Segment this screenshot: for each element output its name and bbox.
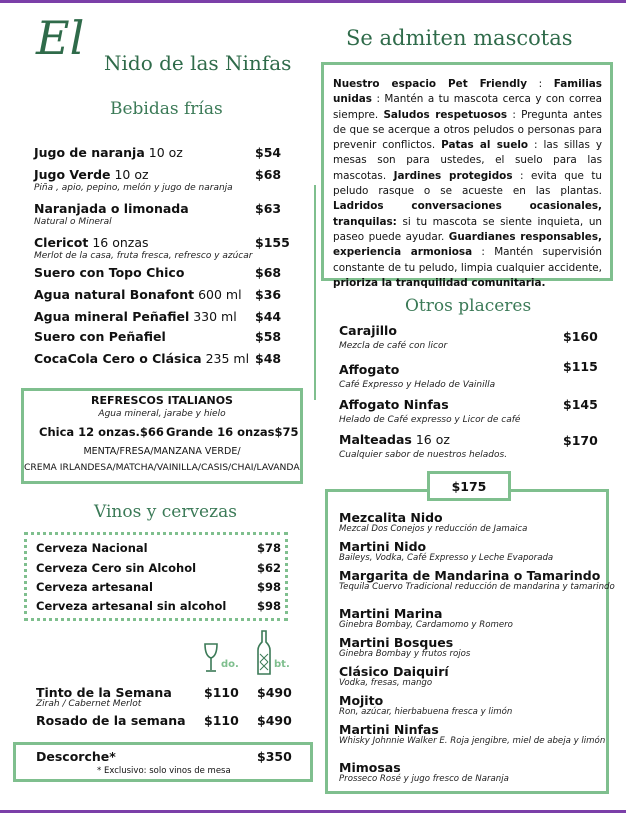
pleasure-name — [339, 397, 449, 412]
pet-rule-title: Ladridos conversaciones ocasionales, tranquilas: — [333, 200, 602, 228]
wine-bottle-price: $490 — [257, 713, 292, 728]
beer-name: Cerveza artesanal — [36, 580, 153, 594]
italian-size-large: Grande 16 onzas$75 — [166, 425, 299, 439]
cold-drink-name — [34, 351, 249, 366]
pets-title: Se admiten mascotas — [346, 26, 573, 50]
pet-rule-text: si tu mascota se siente inquieta, un paseo puede ayudar. — [333, 215, 602, 243]
cold-drink-price: $155 — [255, 235, 290, 250]
pet-rule-title: Saludos respetuosos — [383, 108, 508, 121]
pleasure-desc: Helado de Café expresso y Licor de café — [339, 415, 521, 425]
wine-name: Tinto de la Semana — [36, 685, 172, 700]
cocktail-price-badge — [427, 471, 511, 501]
corkage-price: $350 — [257, 749, 292, 764]
cold-drink-label: Agua natural Bonafont — [34, 287, 195, 302]
cold-drink-price: $58 — [255, 329, 282, 344]
cocktail-name: Mojito — [339, 693, 384, 708]
cold-drink-size: 330 ml — [189, 309, 237, 324]
wine-glass-price: $110 — [204, 685, 239, 700]
pleasure-label: Affogato Ninfas — [339, 397, 449, 412]
cold-drink-price: $68 — [255, 265, 282, 280]
corkage-name: Descorche* — [36, 749, 116, 764]
cold-drink-name — [34, 309, 237, 324]
cold-drink-size: 600 ml — [194, 287, 242, 302]
pleasure-label: Carajillo — [339, 323, 397, 338]
corkage-note: * Exclusivo: solo vinos de mesa — [97, 766, 231, 776]
cocktail-desc: Mezcal Dos Conejos y reducción de Jamaica — [339, 524, 528, 534]
cocktail-desc: Ron, azúcar, hierbabuena fresca y limón — [339, 707, 513, 717]
cold-drink-price: $54 — [255, 145, 282, 160]
pleasure-name — [339, 432, 450, 447]
cold-drink-price: $68 — [255, 167, 282, 182]
cocktail-desc: Ginebra Bombay y frutos rojos — [339, 649, 471, 659]
cocktail-desc: Whisky Johnnie Walker E. Roja jengibre, miel de abeja y limón — [339, 736, 606, 746]
pleasure-name — [339, 323, 397, 338]
wine-bottle-icon — [256, 630, 272, 680]
cold-drink-price: $63 — [255, 201, 282, 216]
italian-flavors-1: MENTA/FRESA/MANZANA VERDE/ — [83, 446, 241, 457]
pet-rule-text: : las sillas y mesas son para ustedes, el suelo para las mascotas. — [333, 139, 603, 182]
cold-drink-price: $48 — [255, 351, 282, 366]
pleasure-size: 16 oz — [411, 432, 450, 447]
brand-name: Nido de las Ninfas — [104, 51, 292, 75]
italian-subtitle: Agua mineral, jarabe y hielo — [98, 409, 226, 419]
beer-name: Cerveza artesanal sin alcohol — [36, 599, 227, 613]
cold-drink-price: $44 — [255, 309, 282, 324]
wine-bottle-label: bt. — [274, 659, 290, 670]
italian-title: REFRESCOS ITALIANOS — [91, 394, 233, 407]
wine-desc: Zirah / Cabernet Merlot — [36, 699, 142, 709]
beer-price: $98 — [257, 599, 282, 613]
cold-drink-label: Jugo Verde — [34, 167, 111, 182]
cold-drink-label: CocaCola Cero o Clásica — [34, 351, 202, 366]
cocktail-desc: Tequila Cuervo Tradicional reducción de mandarina y tamarindo — [339, 582, 615, 592]
cold-drink-name — [34, 265, 184, 280]
pleasure-label: Affogato — [339, 362, 400, 377]
pets-box — [321, 62, 613, 289]
cocktail-desc: Vodka, fresas, mango — [339, 678, 433, 688]
cold-drink-desc: Natural o Mineral — [34, 217, 112, 227]
brand-el: El — [36, 11, 85, 65]
cocktail-name: Martini Nido — [339, 539, 427, 554]
beer-price: $62 — [257, 561, 282, 575]
cocktail-name: Martini Bosques — [339, 635, 454, 650]
pet-rule-title: Patas al suelo — [441, 139, 529, 152]
cocktail-name: Margarita de Mandarina o Tamarindo — [339, 568, 601, 583]
wine-bottle-price: $490 — [257, 685, 292, 700]
italian-size-small: Chica 12 onzas.$66 — [39, 425, 164, 439]
pleasure-price: $145 — [563, 397, 598, 412]
pet-rule-title: prioriza la tranquilidad comunitaria. — [333, 276, 546, 289]
cold-drink-label: Clericot — [34, 235, 89, 250]
cold-drink-size: 10 oz — [144, 145, 183, 160]
pet-rule-title: Guardianes responsables, experiencia armoniosa — [333, 230, 602, 259]
pet-rule-title: Nuestro espacio Pet Friendly — [333, 78, 527, 90]
cold-drink-label: Jugo de naranja — [34, 145, 145, 160]
pleasure-name — [339, 362, 399, 377]
beer-price: $78 — [257, 541, 282, 555]
italian-flavors-2: CREMA IRLANDESA/MATCHA/VAINILLA/CASIS/CHAI/LAVANDA — [24, 462, 300, 473]
cocktail-price: $175 — [451, 479, 487, 494]
pleasure-price: $115 — [563, 359, 598, 374]
cocktail-desc: Baileys, Vodka, Café Expresso y Leche Evaporada — [339, 553, 554, 563]
pleasure-desc: Cualquier sabor de nuestros helados. — [339, 450, 508, 460]
cold-drink-size: 16 onzas — [88, 235, 149, 250]
pet-rule-text: : Pregunta antes de que se acerque a otros peludos o personas para prevenir conflictos. — [333, 108, 603, 152]
cold-drink-name — [34, 145, 183, 160]
beer-name: Cerveza Nacional — [36, 541, 148, 555]
pleasure-price: $160 — [563, 329, 598, 344]
cold-drink-label: Agua mineral Peñafiel — [34, 309, 190, 324]
pleasures-title: Otros placeres — [405, 296, 532, 316]
cocktail-desc: Ginebra Bombay, Cardamomo y Romero — [339, 620, 513, 630]
cocktail-name: Martini Marina — [339, 606, 443, 621]
cold-drink-label: Naranjada o limonada — [34, 201, 189, 216]
wine-glass-price: $110 — [204, 713, 239, 728]
cold-drink-size: 10 oz — [110, 167, 149, 182]
pleasure-price: $170 — [563, 433, 598, 448]
beer-name: Cerveza Cero sin Alcohol — [36, 561, 197, 575]
cocktail-name: Martini Ninfas — [339, 722, 439, 737]
cold-drink-label: Suero con Topo Chico — [34, 265, 185, 280]
cold-drink-name — [34, 201, 189, 216]
pleasure-label: Malteadas — [339, 432, 412, 447]
wine-glass-label: do. — [221, 659, 239, 670]
top-border — [0, 0, 626, 3]
cocktail-desc: Prosseco Rosé y jugo fresco de Naranja — [339, 774, 509, 784]
column-divider — [314, 185, 316, 400]
cold-drink-label: Suero con Peñafiel — [34, 329, 166, 344]
pleasure-desc: Mezcla de café con licor — [339, 341, 448, 351]
cold-drink-price: $36 — [255, 287, 282, 302]
pet-rule-text: : Mantén supervisión constante de tu peludo, limpia cualquier accidente, — [333, 246, 602, 274]
pleasure-desc: Café Expresso y Helado de Vainilla — [339, 380, 496, 390]
beer-price: $98 — [257, 580, 282, 594]
cold-drink-size: 235 ml — [201, 351, 250, 366]
cold-drink-name — [34, 167, 149, 182]
cocktail-name: Mimosas — [339, 760, 401, 775]
wine-name: Rosado de la semana — [36, 713, 186, 728]
cold-drink-name — [34, 287, 242, 302]
cold-drink-desc: Piña , apio, pepino, melón y jugo de naranja — [34, 183, 233, 193]
cold-drinks-title: Bebidas frías — [110, 99, 223, 119]
cold-drink-desc: Merlot de la casa, fruta fresca, refresco y azúcar — [34, 251, 253, 261]
beer-title: Vinos y cervezas — [94, 502, 237, 522]
pet-rule-title: Jardines protegidos — [393, 169, 513, 182]
cold-drink-name — [34, 329, 166, 344]
cocktail-name: Clásico Daiquirí — [339, 664, 449, 679]
cold-drink-name — [34, 235, 149, 250]
pet-rule-title: Familias unidas — [333, 78, 602, 106]
wine-glass-icon — [203, 642, 219, 678]
pet-rule-text: : evita que tu peludo rasque o se acueste en las plantas. — [333, 169, 602, 198]
pet-rule-text: : Mantén a tu mascota cerca y con correa siempre. — [333, 93, 602, 121]
pet-rule-text: : — [526, 78, 554, 90]
cocktail-name: Mezcalita Nido — [339, 510, 443, 525]
